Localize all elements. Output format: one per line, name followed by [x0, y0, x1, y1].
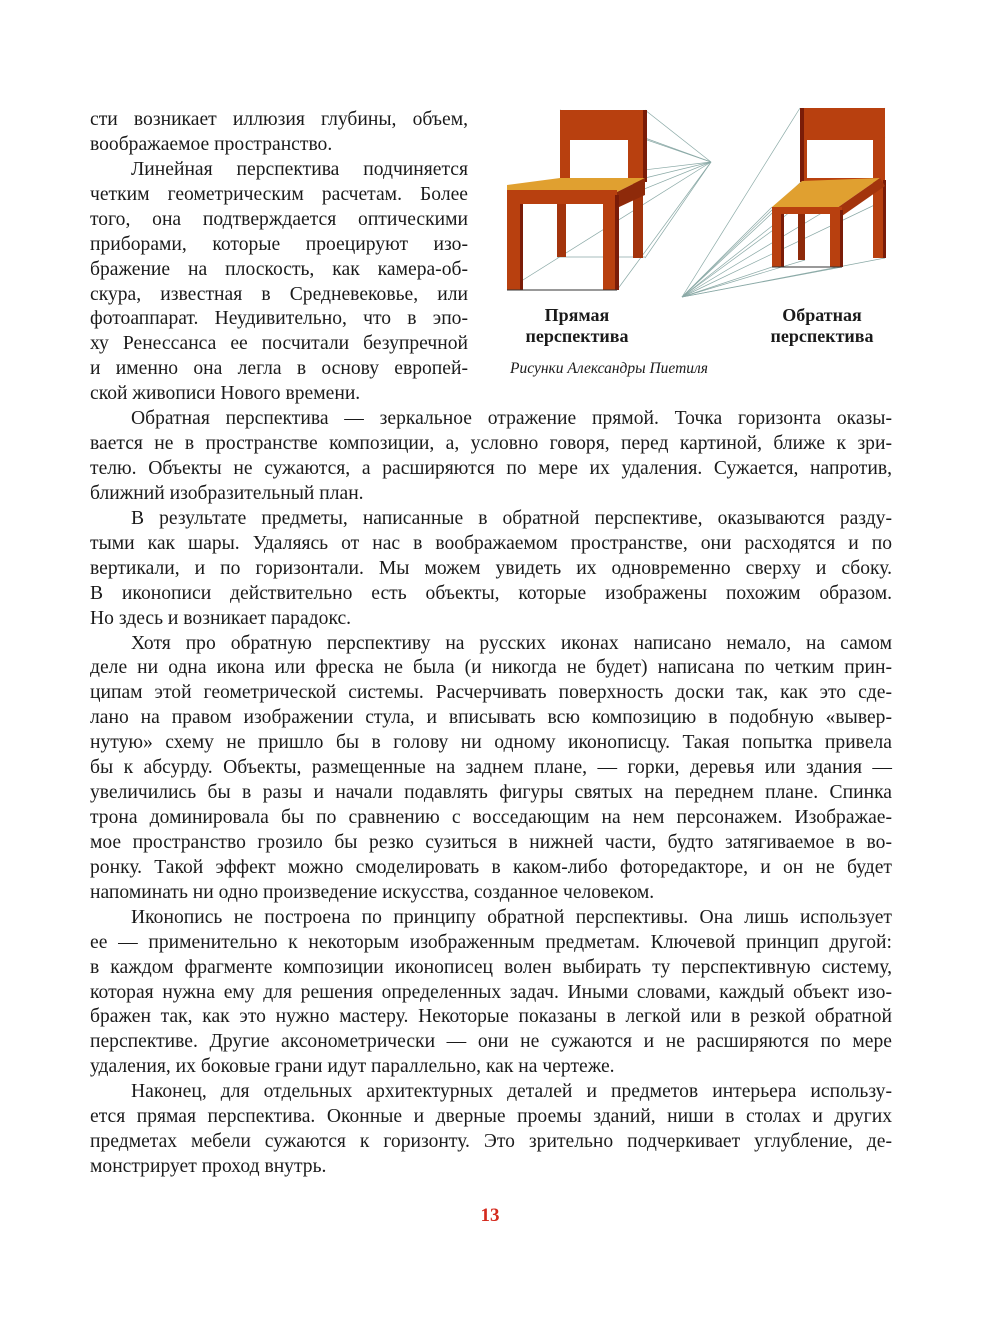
page-number: 13	[480, 1205, 500, 1226]
text-line: В результате предметы, написанные в обратной перспективе, оказываются разду-	[131, 507, 892, 529]
caption-line: Прямая	[544, 305, 610, 325]
reverse-perspective-chair	[682, 108, 886, 297]
caption-line: перспектива	[770, 326, 874, 346]
text-line: ху Ренессанса ее посчитали безупречной	[90, 333, 468, 355]
text-line: Наконец, для отдельных архитектурных деталей и предметов интерьера использу-	[131, 1081, 892, 1103]
text-line: приборами, которые проецируют изо-	[90, 233, 468, 255]
caption-direct-perspective	[497, 305, 657, 347]
text-line: увеличились бы в разы и начали подавлять фигуры святых на переднем плане. Спинка	[90, 782, 892, 804]
text-line: Линейная перспектива подчиняется	[131, 158, 468, 180]
text-line: монстрирует проход внутрь.	[90, 1156, 327, 1178]
text-line: которая нужна ему для решения определенных задач. Иными словами, каждый объект изо-	[90, 981, 892, 1003]
text-line: мое пространство грозило бы резко сузиться в нижней части, будто затягиваемое в во-	[90, 831, 892, 853]
text-line: Но здесь и возникает парадокс.	[90, 607, 352, 629]
direct-perspective-chair	[507, 110, 711, 290]
text-line: ется прямая перспектива. Оконные и дверные проемы зданий, ниши в столах и других	[90, 1106, 892, 1128]
text-line: в каждом фрагменте композиции иконописец волен выбирать ту перспективную систему,	[90, 956, 892, 978]
text-line: бражение на плоскость, как камера-об-	[90, 258, 468, 280]
text-line: того, она подтверждается оптическими	[90, 208, 468, 230]
text-line: тыми как шары. Удаляясь от нас в воображаемом пространстве, они расходятся и по	[90, 532, 892, 554]
text-line: ципам этой геометрической системы. Расчерчивать поверхность доски так, как это сде-	[90, 682, 892, 704]
text-line: вается не в пространстве композиции, а, условно говоря, перед картиной, ближе к зри-	[90, 433, 892, 455]
text-line: лано на правом изображении стула, и вписывать всю композицию в подобную «вывер-	[90, 707, 892, 729]
chair-perspective-illustration	[490, 95, 910, 335]
text-line: ронку. Такой эффект можно смоделировать в каком-либо фоторедакторе, и он не будет	[90, 856, 892, 878]
illustration-credit: Рисунки Александры Пиетиля	[510, 360, 708, 377]
text-line: вертикали, и по горизонтали. Мы можем увидеть их одновременно сверху и сбоку.	[90, 557, 892, 579]
caption-line: Обратная	[782, 305, 862, 325]
text-line: бы к абсурду. Объекты, размещенные на заднем плане, — горки, деревья или здания —	[90, 757, 892, 779]
text-line: и именно она легла в основу европей-	[90, 358, 468, 380]
text-line: перспективе. Другие аксонометрически — они не сужаются и не расширяются по мере	[90, 1031, 892, 1053]
text-line: В иконописи действительно есть объекты, которые изображены похожим образом.	[90, 582, 892, 604]
text-line: ближний изобразительный план.	[90, 482, 364, 504]
text-line: бражен так, как это нужно мастеру. Некоторые показаны в легкой или в резкой обратной	[90, 1006, 892, 1028]
text-line: четким геометрическим расчетам. Более	[90, 183, 468, 205]
text-line: трона доминировала бы по сравнению с восседающим на нем персонажем. Изображае-	[90, 807, 892, 829]
caption-line: перспектива	[525, 326, 629, 346]
text-line: Хотя про обратную перспективу на русских иконах написано немало, на самом	[131, 632, 892, 654]
caption-reverse-perspective	[742, 305, 902, 347]
text-line: воображаемое пространство.	[90, 133, 333, 155]
text-line: предметах мебели сужаются к горизонту. Это зрительно подчеркивает углубление, де-	[90, 1131, 892, 1153]
text-line: ее — применительно к некоторым изображенным предметам. Ключевой принцип другой:	[90, 931, 892, 953]
text-line: телю. Объекты не сужаются, а расширяются по мере их удаления. Сужается, напротив,	[90, 458, 892, 480]
text-line: сти возникает иллюзия глубины, объем,	[90, 109, 468, 130]
text-line: нутую» схему не пришло бы в голову ни одному иконописцу. Такая попытка привела	[90, 732, 892, 754]
text-line: скура, известная в Средневековье, или	[90, 283, 468, 305]
text-line: деле ни одна икона или фреска не была (и никогда не будет) написана по четким прин-	[90, 657, 892, 679]
text-line: Иконопись не построена по принципу обратной перспективы. Она лишь использует	[131, 906, 892, 928]
text-line: Обратная перспектива — зеркальное отражение прямой. Точка горизонта оказы-	[131, 408, 892, 430]
text-line: напоминать ни одно произведение искусства, созданное человеком.	[90, 881, 655, 903]
text-line: ской живописи Нового времени.	[90, 383, 361, 405]
text-line: фотоаппарат. Неудивительно, что в эпо-	[90, 308, 468, 330]
text-line: удаления, их боковые грани идут параллельно, как на чертеже.	[90, 1056, 615, 1078]
